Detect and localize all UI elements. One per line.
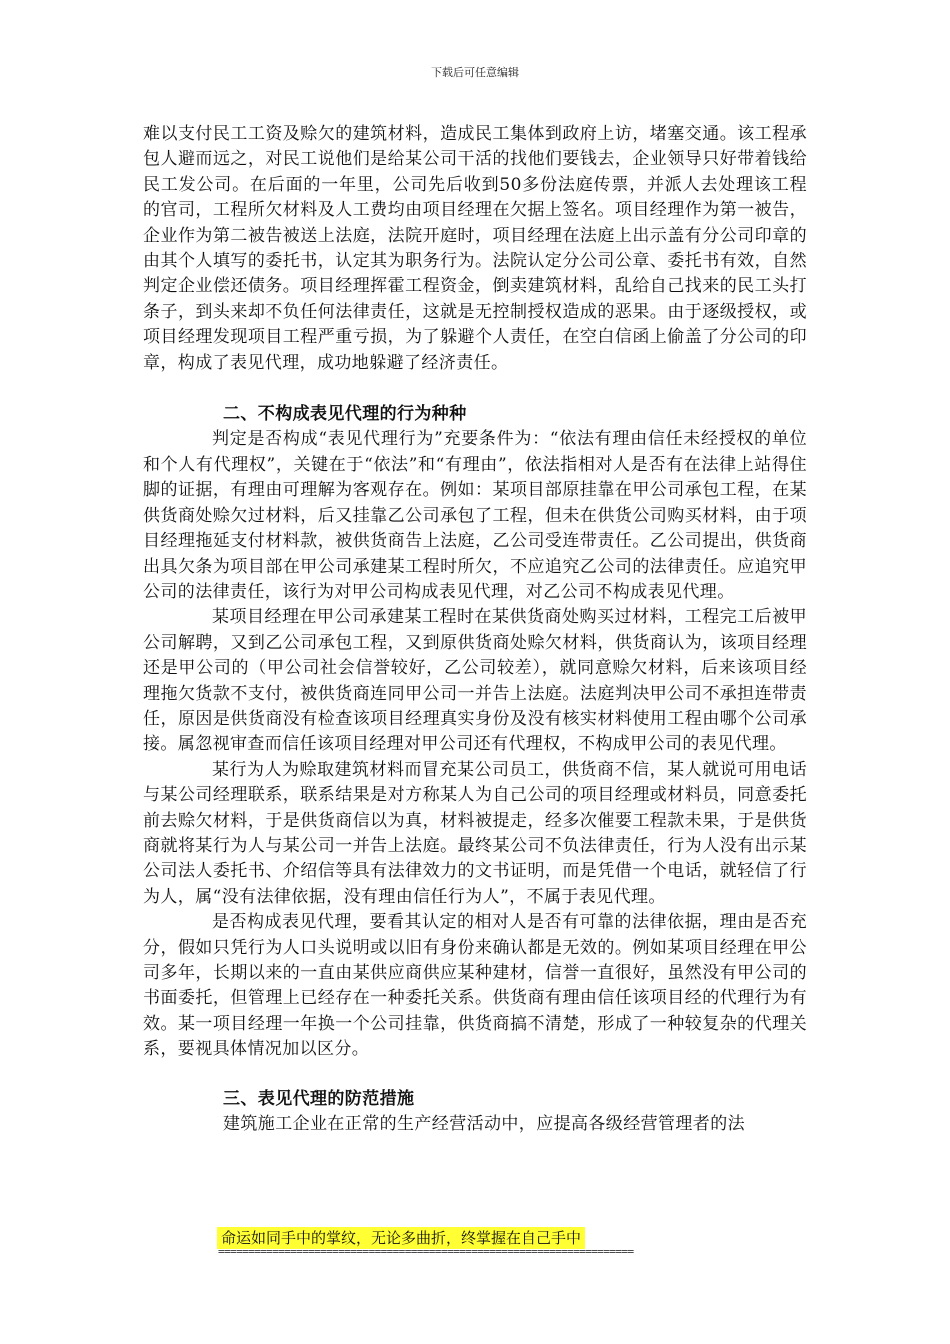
footer-divider: ===================================================================== bbox=[218, 1245, 634, 1258]
paragraph-1: 难以支付民工工资及赊欠的建筑材料，造成民工集体到政府上访，堵塞交通。该工程承包人避而远之，对民工说他们是给某公司干活的找他们要钱去，企业领导只好带着钱给民工发公司。在后面的一年里，公司先后收到50多份法庭传票，并派人去处理该工程的官司，工程所欠材料及人工费均由项目经理在欠据上签名。项目经理作为第一被告，企业作为第二被告被送上法庭，法院开庭时，项目经理在法庭上出示盖有分公司印章的由其个人填写的委托书，认定其为职务行为。法院认定分公司公章、委托书有效，自然判定企业偿还债务。项目经理挥霍工程资金，倒卖建筑材料，乱给自己找来的民工头打条子，到头来却不负任何法律责任，这就是无控制授权造成的恶果。由于逐级授权，或项目经理发现项目工程严重亏损，为了躲避个人责任，在空白信函上偷盖了分公司的印章，构成了表见代理，成功地躲避了经济责任。 bbox=[143, 124, 807, 373]
paragraph-4: 某行为人为赊取建筑材料而冒充某公司员工，供货商不信，某人就说可用电话与某公司经理联系，联系结果是对方称某人为自己公司的项目经理或材料员，同意委托前去赊欠材料，于是供货商信以为真，材料被提走，经多次催要工程款未果，于是供货商就将某行为人与某公司一并告上法庭。最终某公司不负法律责任，行为人没有出示某公司法人委托书、介绍信等具有法律效力的文书证明，而是凭借一个电话，就轻信了行为人，属“没有法律依据，没有理由信任行为人”，不属于表见代理。 bbox=[143, 759, 807, 907]
paragraph-2: 判定是否构成“表见代理行为”充要条件为：“依法有理由信任未经授权的单位和个人有代理权”，关键在于“依法”和“有理由”，依法指相对人是否有在法律上站得住脚的证据，有理由可理解为客观存在。例如：某项目部原挂靠在甲公司承包工程，在某供货商处赊欠过材料，后又挂靠乙公司承包了工程，但未在供货公司购买材料，由于项目经理拖延支付材料款，被供货商告上法庭，乙公司受连带责任。乙公司提出，供货商出具欠条为项目部在甲公司承建某工程时所欠，不应追究乙公司的法律责任。应追究甲公司的法律责任，该行为对甲公司构成表见代理，对乙公司不构成表见代理。 bbox=[143, 429, 807, 602]
page-header-note: 下载后可任意编辑 bbox=[431, 66, 519, 79]
section-heading-2: 二、不构成表见代理的行为种种 bbox=[223, 404, 467, 425]
paragraph-5: 是否构成表见代理，要看其认定的相对人是否有可靠的法律依据，理由是否充分，假如只凭行为人口头说明或以旧有身份来确认都是无效的。例如某项目经理在甲公司多年，长期以来的一直由某供应商供应某种建材，信誉一直很好，虽然没有甲公司的书面委托，但管理上已经存在一种委托关系。供货商有理由信任该项目经的代理行为有效。某一项目经理一年换一个公司挂靠，供货商搞不清楚，形成了一种较复杂的代理关系，要视具体情况加以区分。 bbox=[143, 912, 807, 1060]
section-heading-3: 三、表见代理的防范措施 bbox=[223, 1088, 415, 1109]
paragraph-6: 建筑施工企业在正常的生产经营活动中，应提高各级经营管理者的法 bbox=[223, 1114, 745, 1135]
footer-quote: 命运如同手中的掌纹，无论多曲折，终掌握在自己手中 bbox=[217, 1227, 585, 1249]
document-body bbox=[143, 122, 807, 1137]
paragraph-3: 某项目经理在甲公司承建某工程时在某供货商处购买过材料，工程完工后被甲公司解聘，又到乙公司承包工程，又到原供货商处赊欠材料，供货商认为，该项目经理还是甲公司的（甲公司社会信誉较好，乙公司较差），就同意赊欠材料，后来该项目经理拖欠货款不支付，被供货商连同甲公司一并告上法庭。法庭判决甲公司不承担连带责任，原因是供货商没有检查该项目经理真实身份及没有核实材料使用工程由哪个公司承接。属忽视审查而信任该项目经理对甲公司还有代理权，不构成甲公司的表见代理。 bbox=[143, 607, 807, 755]
